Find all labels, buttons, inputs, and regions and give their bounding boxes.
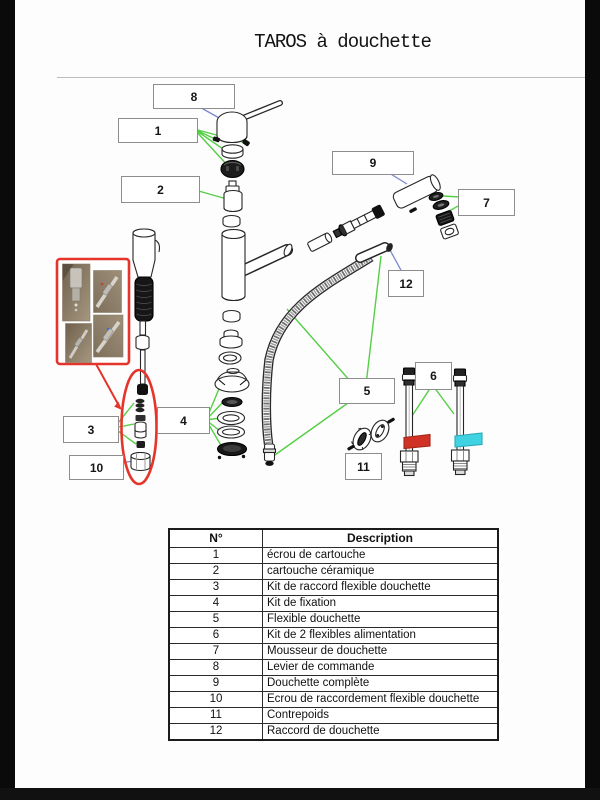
hot-tag — [404, 435, 430, 449]
part-number-cell: 8 — [169, 660, 263, 676]
part-number-cell: 5 — [169, 612, 263, 628]
part-description-cell: Contrepoids — [263, 708, 499, 724]
callout-8: 8 — [153, 84, 235, 109]
part-number-cell: 1 — [169, 548, 263, 564]
ceramic-cartridge-drawing — [224, 181, 242, 212]
table-row — [169, 692, 498, 708]
part-number-cell: 2 — [169, 564, 263, 580]
counterweight-drawing — [347, 417, 396, 453]
part-number-cell: 12 — [169, 724, 263, 741]
part-description-cell: Flexible douchette — [263, 612, 499, 628]
highlight-arrow — [96, 364, 118, 404]
supply-hose-cold-drawing — [452, 369, 483, 475]
callout-3: 3 — [63, 416, 119, 443]
part-description-cell: cartouche céramique — [263, 564, 499, 580]
table-row — [169, 724, 498, 741]
photo-hose-fitting-top — [94, 271, 122, 313]
part-number-cell: 4 — [169, 596, 263, 612]
callout-7: 7 — [458, 189, 515, 216]
hose-raccord-drawing — [360, 242, 394, 258]
part-number-cell: 11 — [169, 708, 263, 724]
part-number-cell: 6 — [169, 628, 263, 644]
fixation-kit-drawing — [215, 311, 249, 460]
callout-10: 10 — [69, 455, 124, 480]
faucet-assembly-drawing — [212, 103, 293, 459]
table-row — [169, 660, 498, 676]
callout-5: 5 — [339, 378, 395, 404]
cartridge-nut-drawing — [221, 161, 244, 178]
callout-4: 4 — [157, 407, 210, 434]
faucet-body-drawing — [222, 230, 294, 301]
photo-hose-lower — [66, 324, 92, 363]
parts-table — [168, 528, 499, 741]
header-description: Description — [263, 529, 499, 548]
table-row — [169, 596, 498, 612]
photo-cartridge — [63, 264, 91, 321]
table-row — [169, 628, 498, 644]
callout-6: 6 — [415, 362, 452, 390]
part-description-cell: Ecrou de raccordement flexible douchette — [263, 692, 499, 708]
parts-table-header-row — [169, 529, 498, 548]
callout-1: 1 — [118, 118, 198, 143]
spray-head-cartridge-drawing — [332, 204, 386, 240]
table-row — [169, 676, 498, 692]
table-row — [169, 564, 498, 580]
part-description-cell: Levier de commande — [263, 660, 499, 676]
part-description-cell: Kit de fixation — [263, 596, 499, 612]
part-description-cell: Kit de 2 flexibles alimentation — [263, 628, 499, 644]
table-row — [169, 548, 498, 564]
part-number-cell: 3 — [169, 580, 263, 596]
part-description-cell: écrou de cartouche — [263, 548, 499, 564]
part-description-cell: Douchette complète — [263, 676, 499, 692]
part-number-cell: 7 — [169, 644, 263, 660]
part-number-cell: 9 — [169, 676, 263, 692]
part-description-cell: Raccord de douchette — [263, 724, 499, 741]
callout-2: 2 — [121, 176, 200, 203]
aerator-parts-drawing — [428, 191, 459, 239]
connection-nut-drawing — [131, 453, 150, 471]
table-row — [169, 644, 498, 660]
cold-tag — [455, 433, 482, 447]
photo-hose-connector — [94, 315, 124, 357]
callout-12: 12 — [388, 270, 424, 297]
hose-connection-kit-drawing — [135, 399, 146, 448]
page-title: TAROS à douchette — [254, 31, 431, 53]
part-number-cell: 10 — [169, 692, 263, 708]
hose-end-fitting-drawing — [264, 444, 276, 466]
table-row — [169, 708, 498, 724]
part-description-cell: Mousseur de douchette — [263, 644, 499, 660]
pin-drawing — [409, 207, 418, 214]
callout-9: 9 — [332, 151, 414, 175]
table-row — [169, 612, 498, 628]
part-description-cell: Kit de raccord flexible douchette — [263, 580, 499, 596]
header-number: N° — [169, 529, 263, 548]
spray-head-sleeve-drawing — [307, 232, 333, 252]
callout-11: 11 — [345, 453, 382, 480]
table-row — [169, 580, 498, 596]
